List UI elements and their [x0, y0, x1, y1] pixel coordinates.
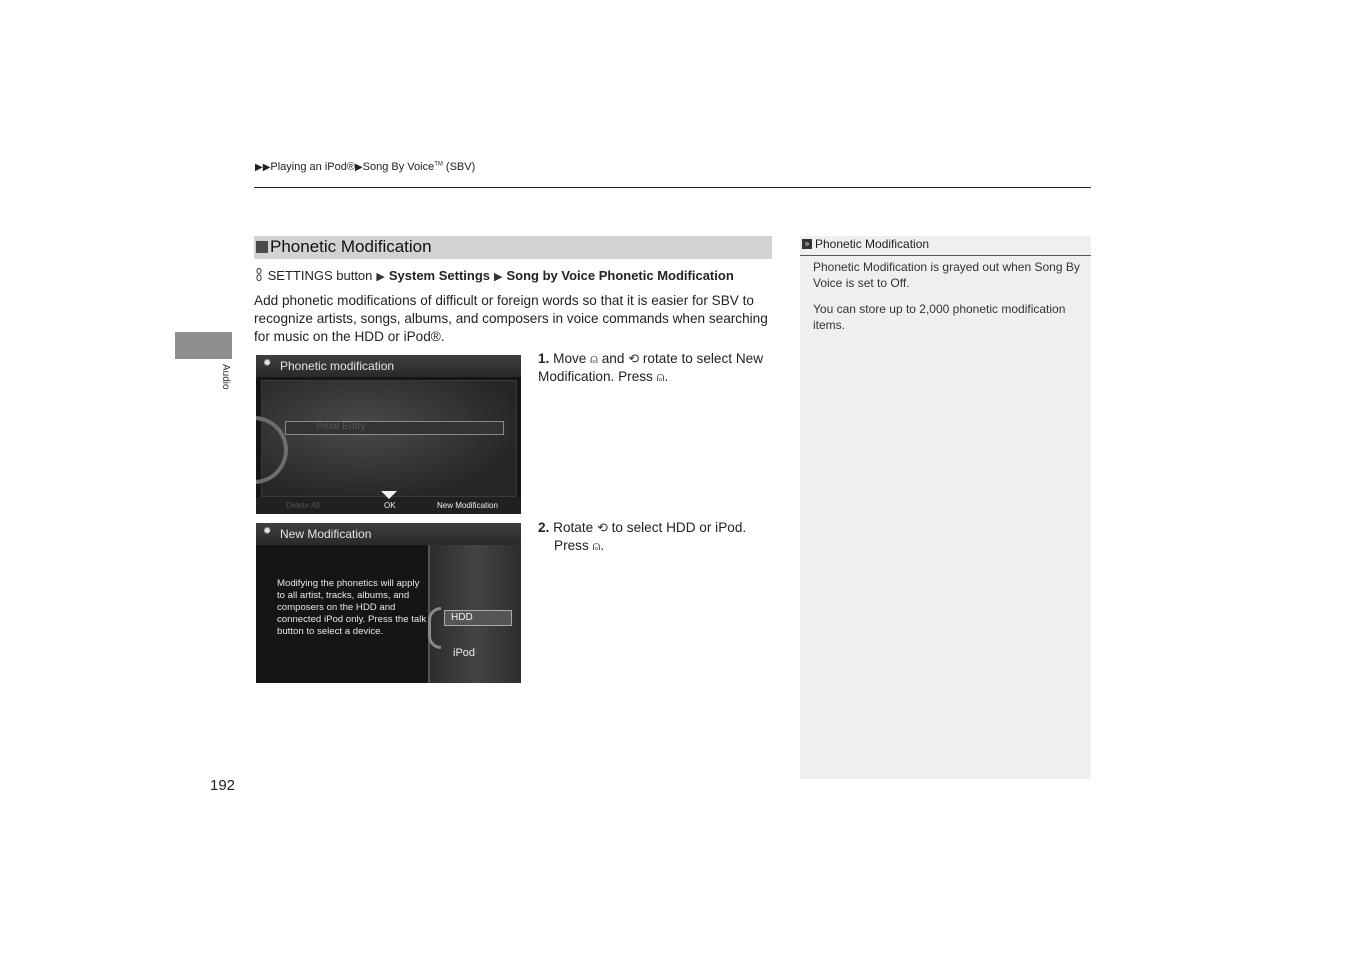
- note-paragraph: [813, 259, 1081, 291]
- section-heading: [254, 236, 772, 259]
- step-text: . Press: [610, 369, 653, 384]
- list-item-label: Initial Entry: [316, 421, 366, 432]
- triangle-right-icon: ▶: [494, 271, 503, 283]
- settings-button-label: SETTINGS button: [267, 268, 373, 283]
- note-title: Phonetic Modification: [815, 237, 930, 251]
- settings-button-icon: [254, 268, 264, 281]
- new-modification-label: New Modification: [437, 501, 498, 510]
- screen-title: New Modification: [280, 527, 372, 541]
- step-text: to select: [611, 520, 663, 535]
- delete-all-label: Delete All: [286, 501, 320, 510]
- chapter-tab-label: Audio: [220, 364, 231, 390]
- step-text: rotate to select: [642, 351, 733, 366]
- interface-dial-press-icon: ⍝: [656, 369, 665, 384]
- step-number: 1.: [538, 351, 550, 366]
- step-bold: New Modification: [538, 351, 764, 384]
- screen-message: Modifying the phonetics will apply to all artist, tracks, albums, and composers on the HDD and connected iPod only. Press the talk button to select a device.: [277, 578, 427, 637]
- interface-dial-rotate-icon: ⟲: [596, 520, 608, 535]
- triangle-right-icon: ▶▶: [255, 162, 271, 173]
- screen-title-bar: [256, 523, 521, 545]
- step-number: 2.: [538, 520, 550, 535]
- screen-title: Phonetic modification: [280, 359, 395, 373]
- step-text: and: [601, 351, 625, 366]
- menu-path-item: System Settings: [388, 268, 491, 283]
- chapter-tab: [175, 332, 232, 359]
- note-text: .: [906, 276, 910, 290]
- breadcrumb-item-sbv-abbrev: (SBV): [442, 161, 476, 173]
- breadcrumb-item-ipod: Playing an iPod®: [270, 161, 355, 173]
- breadcrumb-item-sbv: Song By Voice: [362, 161, 435, 173]
- gear-icon: ✹: [263, 526, 272, 537]
- header-divider: [254, 187, 1091, 188]
- gear-icon: ✹: [263, 358, 272, 369]
- step-text: .: [742, 520, 747, 535]
- list-panel: [261, 380, 517, 497]
- step-text: or: [699, 520, 712, 535]
- note-off-value: Off: [890, 276, 907, 290]
- interface-dial-press-icon: ⍝: [592, 538, 601, 553]
- step-text: .: [664, 369, 669, 384]
- step-2: [538, 519, 778, 555]
- step-text: Move: [553, 351, 587, 366]
- selector-arc: [428, 607, 441, 649]
- menu-path-item: Song by Voice Phonetic Modification: [506, 268, 734, 283]
- page-number: 192: [210, 777, 236, 794]
- step-option-ipod: iPod: [715, 520, 743, 535]
- interface-dial-rotate-icon: ⟲: [628, 351, 640, 366]
- breadcrumb: [255, 161, 475, 173]
- triangle-right-icon: ▶: [376, 271, 385, 283]
- intro-paragraph: Add phonetic modifications of difficult or foreign words so that it is easier for SBV to recognize artists, songs, albums, and composers in voice commands when searching for music on the HDD or iPod®.: [254, 293, 768, 344]
- trademark-superscript: TM: [434, 161, 443, 168]
- step-text: Rotate: [553, 520, 594, 535]
- option-hdd: [444, 610, 512, 626]
- screen-phonetic-modification: [256, 355, 521, 514]
- screen-title-bar: [256, 355, 521, 377]
- ok-label: OK: [384, 501, 396, 510]
- down-arrow-icon: [381, 491, 397, 499]
- step-option-hdd: HDD: [666, 520, 696, 535]
- step-1: [538, 350, 778, 386]
- note-text: Phonetic Modification is grayed out when Song By Voice is set to: [813, 260, 1080, 290]
- step-text: Press: [554, 538, 589, 553]
- menu-path: [254, 268, 734, 283]
- selector-arc: [256, 416, 288, 484]
- device-options-panel: [428, 545, 521, 683]
- joystick-move-icon: ⍝: [590, 351, 598, 366]
- note-paragraph: You can store up to 2,000 phonetic modification items.: [813, 302, 1066, 332]
- note-heading: [800, 236, 1091, 256]
- triangle-right-icon: ▶: [354, 162, 363, 173]
- square-bullet-icon: [256, 241, 268, 253]
- section-title: Phonetic Modification: [270, 237, 432, 256]
- double-chevron-icon: »: [802, 239, 812, 249]
- screen-new-modification: [256, 523, 521, 683]
- option-ipod: iPod: [453, 647, 476, 659]
- list-item: [285, 421, 504, 435]
- step-text: .: [600, 538, 605, 553]
- option-hdd-label: HDD: [451, 612, 473, 623]
